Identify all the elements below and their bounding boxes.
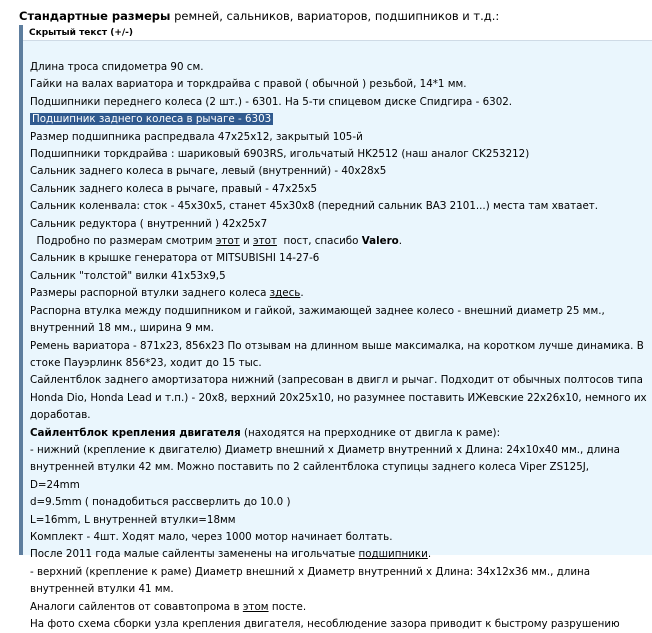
- text-line: Сальник коленвала: сток - 45x30x5, станет 45x30x8 (передний сальник ВАЗ 2101...) места там хватает.: [30, 200, 599, 213]
- text-span: После 2011 года малые сайленты заменены на игольчатые: [30, 548, 359, 561]
- text-span: пост, спасибо: [276, 235, 362, 248]
- text-line-link: [30, 599, 652, 616]
- text-span: .: [300, 287, 304, 300]
- here-link[interactable]: здесь: [269, 287, 301, 300]
- text-line: L=16mm, L внутренней втулки=18мм: [30, 513, 236, 526]
- text-line: D=24mm: [30, 478, 80, 491]
- text-line: [30, 425, 652, 442]
- text-paragraph: Распорна втулка между подшипником и гайкой, зажимающей заднее колесо - внешний диаметр 25 мм., внутренний 18 мм., ширина 9 мм.: [30, 304, 605, 335]
- text-line: Подшипники переднего колеса (2 шт.) - 6301. На 5-ти спицевом диске Спидгира - 6302.: [30, 95, 513, 108]
- bold-heading: Сайлентблок крепления двигателя: [30, 426, 241, 439]
- text-paragraph: - нижний (крепление к двигателю) Диаметр внешний x Диаметр внутренний x Длина: 24x10x40 мм., длина внутренней втулки 42 мм. Можно поставить по 2 сайлентблока ступицы заднего колеса Viper ZS125J,: [30, 443, 620, 474]
- text-line: Размер подшипника распредвала 47x25x12, закрытый 105-й: [30, 130, 363, 143]
- text-line: Сальник заднего колеса в рычаге, левый (внутренний) - 40x28x5: [30, 165, 387, 178]
- text-line: На фото схема сборки узла крепления двигателя, несоблюдение зазора приводит к быстрому разрушению: [30, 618, 620, 630]
- text-span: Размеры распорной втулки заднего колеса: [30, 287, 270, 300]
- text-line: Сальник редуктора ( внутренний ) 42x25x7: [30, 217, 268, 230]
- spoiler-block: [19, 25, 652, 630]
- text-paragraph: Ремень вариатора - 871x23, 856x23 По отзывам на длинном выше максималка, на коротком лучше динамика. В стоке Пауэрлинк 856*23, ходит до 15 тыс.: [30, 339, 644, 369]
- text-span: Подробно по размерам смотрим: [30, 235, 216, 248]
- text-span: .: [427, 548, 432, 561]
- text-line-selected: [30, 111, 652, 128]
- selected-text[interactable]: Подшипник заднего колеса в рычаге - 6303: [32, 113, 272, 126]
- text-line-link: [30, 285, 652, 302]
- text-line-link: [30, 546, 652, 563]
- text-line: Длина троса спидометра 90 см.: [30, 61, 204, 73]
- text-line: Гайки на валах вариатора и торкдрайва с правой ( обычной ) резьбой, 14*1 мм.: [30, 78, 467, 91]
- text-span: Аналоги сайлентов от совавтопрома в: [30, 600, 243, 613]
- username: Valero: [361, 235, 399, 248]
- section-heading: [19, 8, 649, 24]
- bearings-link[interactable]: подшипники: [358, 548, 428, 561]
- text-span: посте.: [268, 600, 307, 613]
- this-post-link[interactable]: этом: [242, 600, 269, 613]
- text-line: Сальник "толстой" вилки 41x53x9,5: [30, 269, 226, 282]
- text-line-links: [30, 233, 652, 250]
- text-line: d=9.5mm ( понадобиться рассверлить до 10.0 ): [30, 496, 291, 509]
- text-line: Сальник заднего колеса в рычаге, правый - 47x25x5: [30, 182, 318, 195]
- text-span: и: [239, 235, 254, 248]
- text-line: Подшипники торкдрайва : шариковый 6903RS, игольчатый HK2512 (наш аналог CK253212): [30, 148, 530, 161]
- text-paragraph: Сайлентблок заднего амортизатора нижний (запресован в двигл и рычаг. Подходит от обычных полтосов типа Honda Dio, Honda Lead и т.п.) - 20x8, верхний 20x25x10, но разумнее поставить ИЖевские 22x26x10, немного их доработав.: [30, 374, 647, 422]
- spoiler-toggle[interactable]: Скрытый текст (+/-): [23, 25, 652, 41]
- text-line: Сальник в крышке генератора от MITSUBISHI 14-27-6: [30, 252, 320, 265]
- post-link-1[interactable]: этот: [215, 235, 240, 248]
- spoiler-content: [23, 59, 652, 633]
- text-paragraph: - верхний (крепление к раме) Диаметр внешний x Диаметр внутренний x Длина: 34x12x36 мм., длина внутренней втулки 41 мм.: [30, 565, 591, 596]
- post-link-2[interactable]: этот: [253, 235, 277, 248]
- section-heading-rest: ремней, сальников, вариаторов, подшипников и т.д.:: [170, 9, 500, 23]
- section-heading-bold: Стандартные размеры: [19, 9, 171, 23]
- text-span: .: [398, 235, 403, 248]
- text-line: Комплект - 4шт. Ходят мало, через 1000 мотор начинает болтать.: [30, 530, 393, 543]
- text-span: (находятся на прерходнике от двигла к раме):: [240, 426, 501, 439]
